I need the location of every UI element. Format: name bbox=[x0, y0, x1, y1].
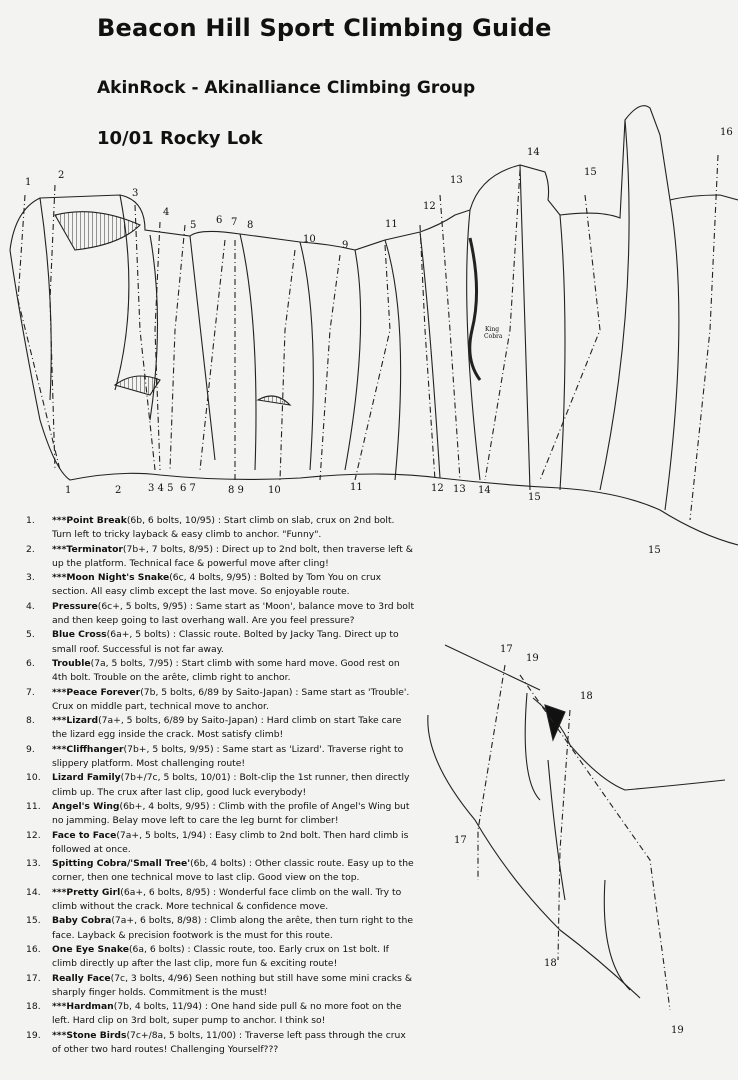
route-label-13: 13 bbox=[450, 175, 463, 186]
route-label-2: 2 bbox=[58, 170, 65, 181]
svg-text:8 9: 8 9 bbox=[228, 485, 244, 496]
route-label-3: 3 bbox=[132, 188, 139, 199]
route-item: 4. Pressure(6c+, 5 bolts, 9/95) : Same start as 'Moon', balance move to 3rd bolt and then keep going to last overhang wall. Are you feel pressure? bbox=[26, 600, 415, 627]
route-item: 17. Really Face(7c, 3 bolts, 4/96) Seen nothing but still have some mini cracks & sharply finger holds. Commitment is the must! bbox=[26, 972, 412, 998]
route-label-16: 16 bbox=[720, 127, 733, 138]
route-item: 8. ***Lizard(7a+, 5 bolts, 6/89 by Saito-Japan) : Hard climb on start Take care the lizard egg inside the crack. Most satisfy climb! bbox=[26, 715, 402, 741]
svg-text:18: 18 bbox=[544, 958, 557, 969]
side-crag-outline bbox=[428, 645, 725, 998]
svg-text:13: 13 bbox=[453, 484, 466, 495]
side-route-lines bbox=[478, 665, 670, 1010]
svg-text:11: 11 bbox=[350, 482, 363, 493]
route-label-14: 14 bbox=[527, 147, 540, 158]
route-item: 18. ***Hardman(7b, 4 bolts, 11/94) : One hand side pull & no more foot on the left. Hard clip on 3rd bolt, super pump to anchor. I think so! bbox=[26, 1001, 402, 1027]
svg-text:Cobra: Cobra bbox=[484, 333, 503, 340]
route-list bbox=[26, 514, 416, 1057]
svg-text:19: 19 bbox=[671, 1025, 684, 1036]
king-cobra-label: King bbox=[485, 326, 500, 333]
route-label-7: 7 bbox=[231, 217, 238, 228]
route-item: 7. ***Peace Forever(7b, 5 bolts, 6/89 by Saito-Japan) : Same start as 'Trouble'. Crux on middle part, technical move to anchor. bbox=[26, 686, 410, 712]
route-label-5: 5 bbox=[190, 220, 197, 231]
svg-text:17: 17 bbox=[500, 644, 513, 655]
svg-text:6 7: 6 7 bbox=[180, 483, 196, 494]
route-item: 2. ***Terminator(7b+, 7 bolts, 8/95) : Direct up to 2nd bolt, then traverse left & up the platform. Technical face & powerful move after cling! bbox=[26, 543, 413, 569]
svg-text:15: 15 bbox=[528, 492, 541, 503]
svg-text:10: 10 bbox=[268, 485, 281, 496]
route-label-8: 8 bbox=[247, 220, 254, 231]
route-item: 1. ***Point Break(6b, 6 bolts, 10/95) : Start climb on slab, crux on 2nd bolt. Turn left to tricky layback & easy climb to anchor. "Funny". bbox=[26, 515, 395, 541]
route-item: 6. Trouble(7a, 5 bolts, 7/95) : Start climb with some hard move. Good rest on 4th bolt. Trouble on the arête, climb right to anchor. bbox=[26, 657, 400, 684]
route-label-11: 11 bbox=[385, 219, 398, 230]
route-label-9: 9 bbox=[342, 240, 349, 251]
route-item: 10. Lizard Family(7b+/7c, 5 bolts, 10/01) : Bolt-clip the 1st runner, then directly climb up. The crux after last clip, good luck everybody! bbox=[26, 772, 410, 798]
route-item: 3. ***Moon Night's Snake(6c, 4 bolts, 9/95) : Bolted by Tom You on crux section. All easy climb except the last move. So enjoyable route. bbox=[26, 572, 382, 598]
svg-text:3 4 5: 3 4 5 bbox=[148, 483, 174, 494]
author-line: 10/01 Rocky Lok bbox=[97, 128, 263, 149]
route-item: 9. ***Cliffhanger(7b+, 5 bolts, 9/95) : Same start as 'Lizard'. Traverse right to slippery platform. Most challenging route! bbox=[26, 743, 404, 770]
route-label-15: 15 bbox=[584, 167, 597, 178]
svg-text:12: 12 bbox=[431, 483, 444, 494]
route-item: 16. One Eye Snake(6a, 6 bolts) : Classic route, too. Early crux on 1st bolt. If climb directly up after the last clip, more fun & exciting route! bbox=[26, 943, 389, 970]
route-item: 19. ***Stone Birds(7c+/8a, 5 bolts, 11/00) : Traverse left pass through the crux of other two hard routes! Challenging Yourself??? bbox=[26, 1029, 406, 1055]
route-label-4: 4 bbox=[163, 207, 170, 218]
group-subtitle: AkinRock - Akinalliance Climbing Group bbox=[97, 78, 476, 98]
svg-text:2: 2 bbox=[115, 485, 122, 496]
svg-text:15: 15 bbox=[648, 545, 661, 556]
route-item: 15. Baby Cobra(7a+, 6 bolts, 8/98) : Climb along the arête, then turn right to the face. Layback & precision footwork is the must for this route. bbox=[26, 915, 413, 941]
route-label-6: 6 bbox=[216, 215, 223, 226]
route-label-10: 10 bbox=[303, 234, 316, 245]
route-label-1: 1 bbox=[25, 177, 32, 188]
svg-text:19: 19 bbox=[526, 653, 539, 664]
route-item: 12. Face to Face(7a+, 5 bolts, 1/94) : Easy climb to 2nd bolt. Then hard climb is followed at once. bbox=[26, 829, 409, 855]
route-item: 13. Spitting Cobra/'Small Tree'(6b, 4 bolts) : Other classic route. Easy up to the corner, then one technical move to last clip. Good view on the top. bbox=[26, 858, 414, 884]
svg-text:1: 1 bbox=[65, 485, 72, 496]
main-crag-outline bbox=[10, 106, 738, 545]
guide-title: Beacon Hill Sport Climbing Guide bbox=[97, 14, 552, 42]
svg-text:14: 14 bbox=[478, 485, 491, 496]
svg-text:18: 18 bbox=[580, 691, 593, 702]
route-item: 11. Angel's Wing(6b+, 4 bolts, 9/95) : Climb with the profile of Angel's Wing but no jamming. Belay move left to care the leg burnt for climber! bbox=[26, 800, 410, 827]
route-item: 5. Blue Cross(6a+, 5 bolts) : Classic route. Bolted by Jacky Tang. Direct up to small roof. Successful is not far away. bbox=[26, 629, 399, 655]
svg-text:17: 17 bbox=[454, 835, 467, 846]
route-label-12: 12 bbox=[423, 201, 436, 212]
route-item: 14. ***Pretty Girl(6a+, 6 bolts, 8/95) : Wonderful face climb on the wall. Try to climb without the crack. More technical & confidence move. bbox=[26, 886, 402, 913]
